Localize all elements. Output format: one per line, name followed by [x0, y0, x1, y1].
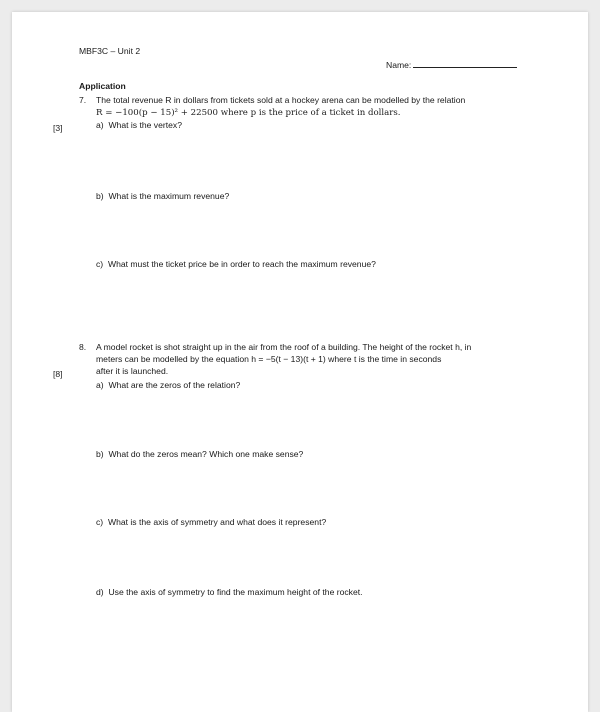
part-text: What is the maximum revenue?: [108, 191, 230, 201]
part-label: a): [96, 380, 104, 390]
part-label: b): [96, 449, 104, 459]
q7-part-b: [96, 191, 229, 202]
part-text: What do the zeros mean? Which one make sense?: [108, 449, 304, 459]
part-text: What are the zeros of the relation?: [108, 380, 241, 390]
q8-part-b: [96, 449, 303, 460]
q7-part-c: [96, 259, 376, 270]
q8-number: 8.: [79, 342, 87, 352]
q8-marks: [8]: [53, 369, 63, 379]
q7-marks: [3]: [53, 123, 63, 133]
part-text: Use the axis of symmetry to find the maximum height of the rocket.: [108, 587, 363, 597]
q7-number: 7.: [79, 95, 87, 105]
part-label: b): [96, 191, 104, 201]
q8-stem-line2: meters can be modelled by the equation h = −5(t − 13)(t + 1) where t is the time in seconds: [96, 354, 442, 364]
part-text: What must the ticket price be in order to reach the maximum revenue?: [107, 259, 376, 269]
q8-stem-line3: after it is launched.: [96, 366, 169, 376]
q7-stem-line2: R = −100(p − 15)² + 22500 where p is the price of a ticket in dollars.: [96, 108, 401, 118]
part-text: What is the vertex?: [108, 120, 182, 130]
part-text: What is the axis of symmetry and what does it represent?: [107, 517, 327, 527]
worksheet-page: [12, 12, 588, 712]
q8-stem-line1: A model rocket is shot straight up in the air from the roof of a building. The height of the rocket h, in: [96, 342, 472, 352]
q7-stem-line1: The total revenue R in dollars from tickets sold at a hockey arena can be modelled by the relation: [96, 95, 466, 105]
q8-part-c: [96, 517, 326, 528]
section-title: Application: [79, 81, 126, 91]
q8-part-d: [96, 587, 363, 598]
part-label: c): [96, 259, 104, 269]
q8-part-a: [96, 380, 240, 391]
part-label: c): [96, 517, 104, 527]
course-header: MBF3C – Unit 2: [79, 46, 141, 56]
part-label: d): [96, 587, 104, 597]
name-blank-line: [413, 59, 517, 68]
part-label: a): [96, 120, 104, 130]
name-field: [386, 59, 517, 71]
q7-part-a: [96, 120, 182, 131]
name-label: Name:: [386, 60, 412, 70]
